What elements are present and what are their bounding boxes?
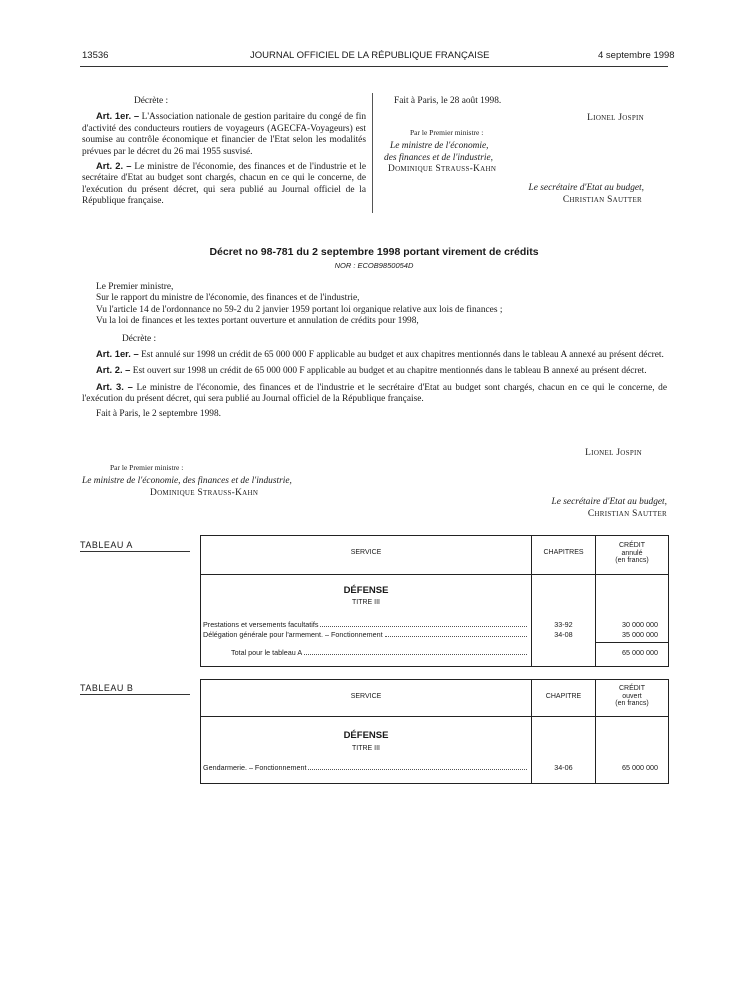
table-row [203, 630, 529, 639]
decree-secretaire-name: Christian Sautter [587, 509, 667, 519]
tableau-a-header-service [201, 536, 532, 575]
header-rule [80, 66, 668, 67]
tableau-b-header-credit [596, 680, 668, 717]
tableau-b-col-credit-3: (en francs) [615, 700, 649, 707]
decree-fait-line: Fait à Paris, le 2 septembre 1998. [96, 408, 221, 419]
tableau-a-row-credit: 35 000 000 [622, 630, 658, 639]
decree-article-3-text: Le ministre de l'économie, des finances et de l'industrie et le secrétaire d'Etat au budget sont chargés, chacun en ce qui le concerne, de l'exécution du présent décret, qui sera publié au Journal officiel de la République française. [82, 382, 668, 405]
decree-article-2-label: Art. 2. – [96, 364, 131, 376]
tableau-b-col-credit-2: ouvert [622, 692, 642, 700]
tableau-a-col-credit-3: (en francs) [615, 557, 649, 564]
tableau-a-col-chapitres: CHAPITRES [543, 549, 584, 556]
tableau-a-col-credit-1: CRÉDIT [618, 542, 646, 549]
tableau-b-row-chapitre: 34-06 [554, 763, 573, 772]
decree-article-2 [82, 364, 667, 377]
decree-article-1-label: Art. 1er. – [96, 348, 139, 360]
decrete-line: Décrète : [134, 96, 169, 106]
ministre-name: Dominique Strauss-Kahn [388, 164, 497, 175]
tableau-a-total-value: 65 000 000 [622, 648, 658, 657]
article-2-label: Art. 2. – [96, 160, 132, 172]
tableau-a-total-label: Total pour le tableau A [231, 648, 303, 657]
fait-line: Fait à Paris, le 28 août 1998. [394, 96, 502, 106]
tableau-a-row-service: Délégation générale pour l'armement. – Fonctionnement [203, 630, 383, 639]
ministre-role-1: Le ministre de l'économie, [390, 141, 489, 152]
tableau-a-total-rule [596, 642, 668, 643]
tableau-a-col-credit-2: annulé [621, 549, 643, 557]
decree-signatory: Lionel Jospin [585, 448, 642, 458]
article-2 [82, 160, 366, 208]
tableau-a-row-chapitre: 34-08 [554, 630, 573, 639]
decree-ministre-role: Le ministre de l'économie, des finances et de l'industrie, [82, 476, 292, 486]
secretaire-name: Christian Sautter [562, 194, 642, 205]
secretaire-role: Le secrétaire d'Etat au budget, [528, 183, 644, 194]
page-number: 13536 [82, 50, 109, 61]
preamble-line: Vu l'article 14 de l'ordonnance no 59-2 du 2 janvier 1959 portant loi organique relative aux lois de finances ; [96, 304, 503, 315]
tableau-b-section: DÉFENSE [343, 730, 389, 741]
table-row [231, 648, 529, 657]
tableau-a-header-credit [596, 536, 668, 575]
column-separator [372, 93, 373, 213]
tableau-a-header-chapitres [532, 536, 596, 575]
tableau-a-titre: TITRE III [352, 599, 380, 606]
tableau-b-col-credit-1: CRÉDIT [618, 685, 646, 692]
decree-body [82, 282, 667, 420]
issue-date: 4 septembre 1998 [598, 50, 675, 61]
decree-article-3-label: Art. 3. – [96, 380, 133, 392]
tableau-b-col-service: SERVICE [350, 693, 382, 700]
preamble-line: Le Premier ministre, [96, 282, 174, 292]
decree-title: Décret no 98-781 du 2 septembre 1998 portant virement de crédits [209, 246, 539, 258]
decree-par-premier: Par le Premier ministre : [110, 463, 184, 472]
decree-nor: NOR : ECOB9850054D [334, 261, 414, 270]
tableau-a-row-chapitre: 33-92 [554, 620, 573, 629]
tableau-b-row-credit: 65 000 000 [622, 763, 658, 772]
par-premier-ministre: Par le Premier ministre : [410, 127, 484, 137]
table-row [203, 620, 529, 629]
preamble-line: Sur le rapport du ministre de l'économie, des finances et de l'industrie, [96, 293, 360, 304]
preamble-line: Vu la loi de finances et les textes portant ouverture et annulation de crédits pour 1998, [96, 316, 419, 327]
decree-article-2-text: Est ouvert sur 1998 un crédit de 65 000 000 F applicable au budget et au chapitre mentionnés dans le tableau B annexé au présent décret. [132, 366, 647, 377]
tableau-b-row-service: Gendarmerie. – Fonctionnement [203, 763, 307, 772]
article-1-text: L'Association nationale de gestion paritaire du congé de fin d'activité des conducteurs routiers de voyageurs (AGECFA-Voyageurs) est soumise au contrôle économique et financier de l'Etat selon les modalités prévues par le décret du 26 mai 1955 susvisé. [82, 112, 367, 157]
tableau-a-row-service: Prestations et versements facultatifs [203, 620, 319, 629]
tableau-a-col-service: SERVICE [350, 549, 382, 556]
decrete-line: Décrète : [122, 333, 157, 344]
top-left-column [82, 96, 366, 208]
tableau-b [200, 679, 669, 784]
decree-article-1 [82, 348, 667, 361]
tableau-b-col-chapitre: CHAPITRE [545, 693, 582, 700]
top-right-column [384, 96, 644, 206]
article-1 [82, 110, 366, 158]
tableau-a-label: TABLEAU A [80, 540, 190, 552]
tableau-b-header-chapitre [532, 680, 596, 717]
tableau-b-divider [595, 716, 596, 783]
ministre-role-2: des finances et de l'industrie, [384, 152, 494, 163]
tableau-b-divider [531, 716, 532, 783]
tableau-b-label: TABLEAU B [80, 683, 190, 695]
decree-secretaire-role: Le secrétaire d'Etat au budget, [551, 497, 667, 507]
tableau-a-row-credit: 30 000 000 [622, 620, 658, 629]
decree-ministre-name: Dominique Strauss-Kahn [150, 488, 259, 498]
tableau-b-header-service [201, 680, 532, 717]
table-row [203, 763, 529, 772]
decree-article-1-text: Est annulé sur 1998 un crédit de 65 000 000 F applicable au budget et aux chapitres mentionnés dans le tableau A annexé au présent décret. [141, 350, 664, 361]
signatory-name: Lionel Jospin [587, 113, 644, 124]
decree-article-3 [82, 381, 667, 406]
article-1-label: Art. 1er. – [96, 110, 140, 122]
tableau-b-titre: TITRE III [352, 745, 380, 752]
journal-title: JOURNAL OFFICIEL DE LA RÉPUBLIQUE FRANÇAISE [250, 50, 490, 61]
tableau-a [200, 535, 669, 667]
article-2-text: Le ministre de l'économie, des finances et de l'industrie et le secrétaire d'Etat au budget sont chargés, chacun en ce qui le concerne, de l'exécution du présent décret, qui sera publié au Journal officiel de la République française. [82, 162, 366, 207]
tableau-a-section: DÉFENSE [343, 585, 389, 596]
